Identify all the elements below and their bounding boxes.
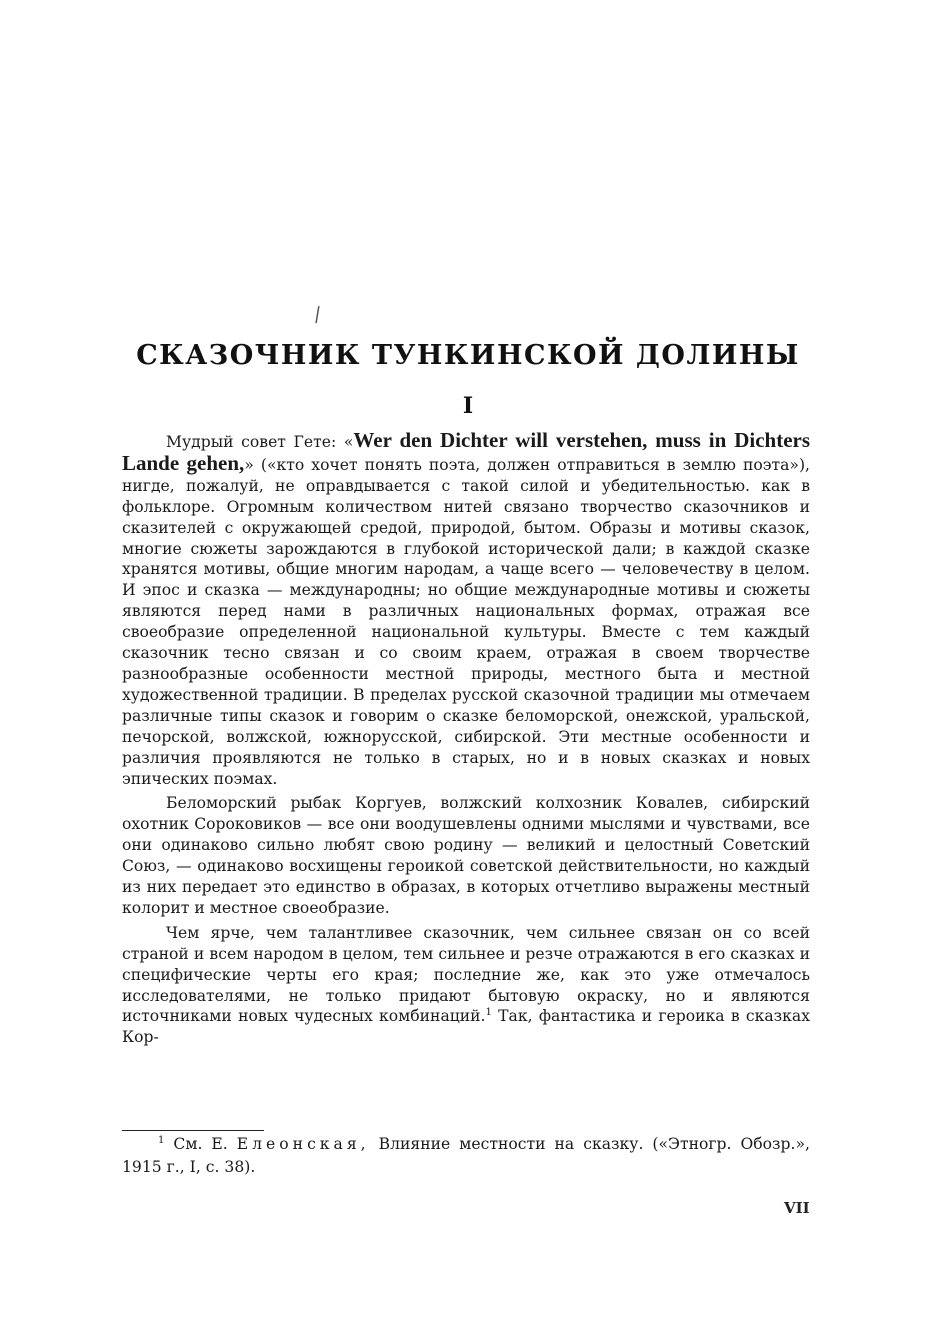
- footnote-separator: [122, 1130, 264, 1131]
- paragraph-3-body: Чем ярче, чем талантливее сказочник, чем сильнее связан он со всей страной и всем народом в целом, тем сильнее и резче отражаются в его сказках и специфические черты его края; последние же, как это уже отмечалось исследователями, не только придают бытовую окраску, но и являются источниками новых чудесных комбинаций.: [122, 923, 810, 1026]
- footnote-author: Елеонская,: [236, 1135, 370, 1153]
- paragraph-3-tail: Так, фантастика и героика в сказках Кор-: [122, 1007, 810, 1047]
- footnote-lead: См. Е.: [164, 1135, 237, 1153]
- paragraph-1-body: » («кто хочет понять поэта, должен отправиться в землю поэта»), нигде, пожалуй, не оправдывается с такой силой и убедительностью. как в фольклоре. Огромным количеством нитей связано творчество сказочников и сказителей с окружающей средой, природой, бытом. Образы и мотивы сказок, многие сюжеты зарождаются в глубокой исторической дали; в каждой сказке хранятся мотивы, общие многим народам, а чаще всего — человечеству в целом. И эпос и сказка — международны; но общие международные мотивы и сюжеты являются перед нами в различных национальных формах, отражая все своеобразие определенной национальной культуры. Вместе с тем каждый сказочник тесно связан и со своим краем, отражая в своем творчестве разнообразные особенности местной природы, местного быта и местной художественной традиции. В пределах русской сказочной традиции мы отмечаем различные типы сказок и говорим о сказке беломорской, онежской, уральской, печорской, волжской, южнорусской, сибирской. Эти местные особенности и различия проявляются не только в старых, но и в новых сказках и новых эпических поэмах.: [122, 455, 811, 788]
- paragraph-3: [122, 923, 810, 1048]
- section-number: I: [462, 393, 474, 419]
- chapter-title: СКАЗОЧНИК ТУНКИНСКОЙ ДОЛИНЫ: [136, 340, 800, 371]
- stray-pen-mark: /: [312, 301, 323, 327]
- paragraph-1-lead: Мудрый совет Гете: «: [166, 433, 354, 451]
- paragraph-1: [122, 430, 810, 789]
- footnote-number: 1: [158, 1135, 165, 1146]
- footnote-citation: Влияние местности на сказку. («Этногр. Обозр.», 1915 г., I, с. 38).: [122, 1135, 810, 1176]
- goethe-quote: Wer den Dichter will verstehen, muss in Dichters Lande gehen,: [122, 428, 811, 475]
- paragraph-2: Беломорский рыбак Коргуев, волжский колхозник Ковалев, сибирский охотник Сороковиков — все они воодушевлены одними мыслями и чувствами, все они одинаково сильно любят свою родину — великий и целостный Советский Союз, — одинаково восхищены героикой советской действительности, но каждый из них передает это единство в образах, в которых отчетливо выражены местный колорит и местное своеобразие.: [122, 794, 810, 917]
- footnote: [122, 1133, 810, 1179]
- page-number: VII: [784, 1199, 810, 1217]
- body-text: [122, 430, 810, 1052]
- footnote-ref[interactable]: 1: [485, 1007, 492, 1019]
